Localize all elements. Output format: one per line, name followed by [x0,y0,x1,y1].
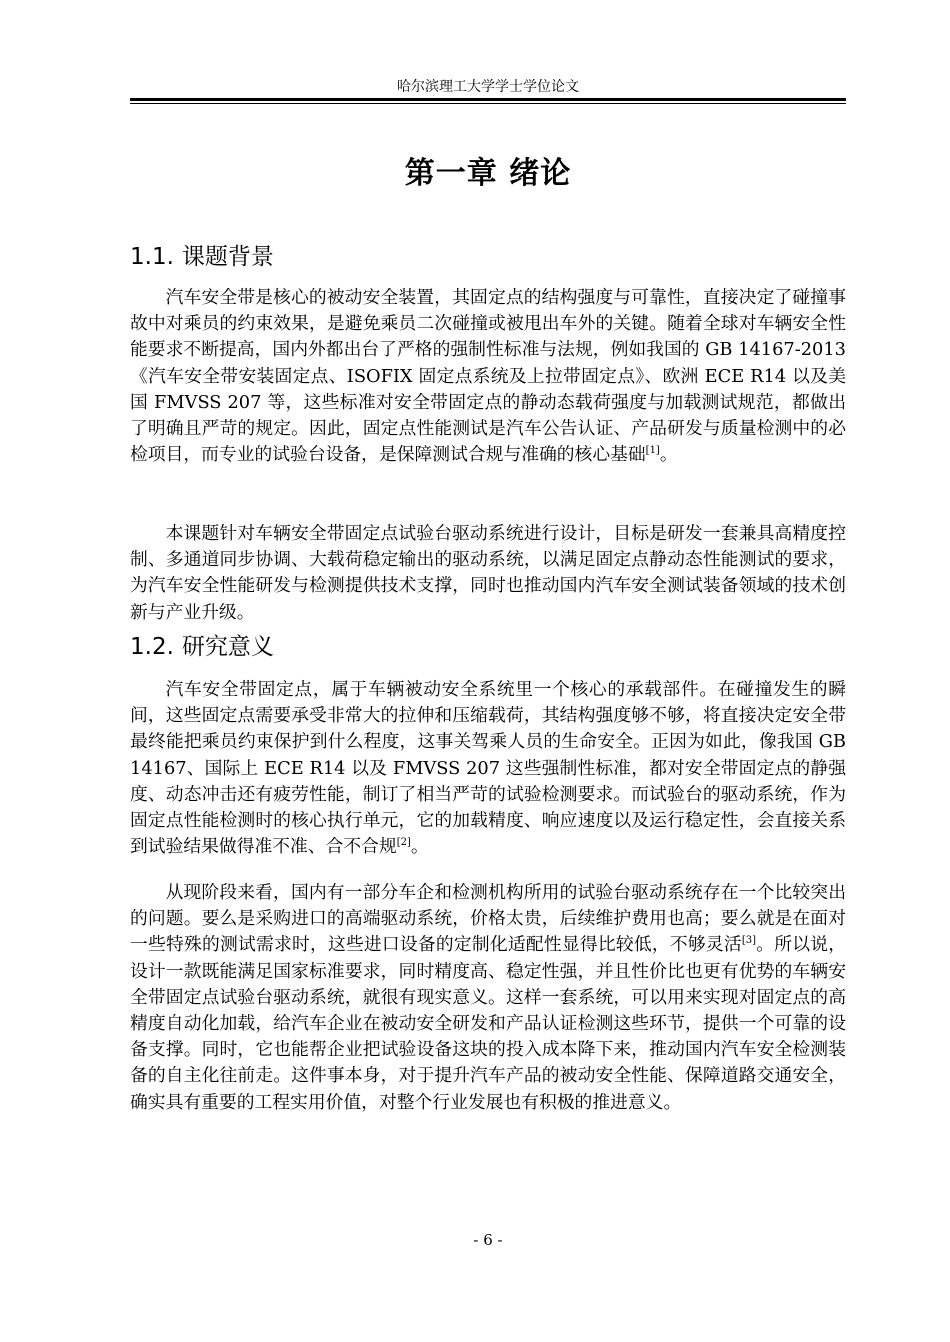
paragraph-tail: 。所以说，设计一款既能满足国家标准要求，同时精度高、稳定性强，并且性价比也更有优势的车辆安全带固定点试验台驱动系统，就很有现实意义。这样一套系统，可以用来实现对固定点的高精度自动化加载，给汽车企业在被动安全研发和产品认证检测这些环节，提供一个可靠的设备支撑。同时，它也能帮企业把试验设备这块的投入成本降下来，推动国内汽车安全检测装备的自主化往前走。这件事本身，对于提升汽车产品的被动安全性能、保障道路交通安全，确实具有重要的工程实用价值，对整个行业发展也有积极的推进意义。 [130,934,846,1113]
paragraph-text: 从现阶段来看，国内有一部分车企和检测机构所用的试验台驱动系统存在一个比较突出的问题。要么是采购进口的高端驱动系统，价格太贵，后续维护费用也高；要么就是在面对一些特殊的测试需求时，这些进口设备的定制化适配性显得比较低，不够灵活 [130,882,846,956]
section-heading-1-2 [130,630,846,664]
paragraph-background-1 [130,285,846,468]
section-number: 1.2. [130,634,174,660]
section-title: 课题背景 [181,244,274,270]
citation-ref: [3] [741,935,756,947]
paragraph-significance-1 [130,677,846,860]
citation-ref: [2] [396,837,411,849]
paragraph-background-2 [130,521,846,626]
section-number: 1.1. [130,244,174,270]
header-rule-thin [130,103,846,104]
chapter-title: 第一章 绪论 [404,156,572,191]
section-title: 研究意义 [181,634,274,660]
running-header: 哈尔滨理工大学学士学位论文 [397,79,579,95]
page-number: - 6 - [473,1231,503,1249]
section-heading-1-1 [130,240,846,274]
citation-ref: [1] [645,445,660,457]
paragraph-tail: 。 [410,836,429,858]
paragraph-significance-2 [130,880,846,1116]
paragraph-tail: 。 [659,444,678,466]
paragraph-text: 汽车安全带固定点，属于车辆被动安全系统里一个核心的承载部件。在碰撞发生的瞬间，这些固定点需要承受非常大的拉伸和压缩载荷，其结构强度够不够，将直接决定安全带最终能把乘员约束保护到什么程度，这事关驾乘人员的生命安全。正因为如此，像我国 GB 14167、国际上 ECE R14 以及 FMVSS 207 这些强制性标准，都对安全带固定点的静强度、动态冲击还有疲劳性能，制订了相当严苛的试验检测要求。而试验台的驱动系统，作为固定点性能检测时的核心执行单元，它的加载精度、响应速度以及运行稳定性，会直接关系到试验结果做得准不准、合不合规 [130,679,846,858]
paragraph-text: 本课题针对车辆安全带固定点试验台驱动系统进行设计，目标是研发一套兼具高精度控制、多通道同步协调、大载荷稳定输出的驱动系统，以满足固定点静动态性能测试的要求，为汽车安全性能研发与检测提供技术支撑，同时也推动国内汽车安全测试装备领域的技术创新与产业升级。 [130,523,846,623]
paragraph-text: 汽车安全带是核心的被动安全装置，其固定点的结构强度与可靠性，直接决定了碰撞事故中对乘员的约束效果，是避免乘员二次碰撞或被甩出车外的关键。随着全球对车辆安全性能要求不断提高，国内外都出台了严格的强制性标准与法规，例如我国的 GB 14167-2013《汽车安全带安装固定点、ISOFIX 固定点系统及上拉带固定点》、欧洲 ECE R14 以及美国 FMVSS 207 等，这些标准对安全带固定点的静动态载荷强度与加载测试规范，都做出了明确且严苛的规定。因此，固定点性能测试是汽车公告认证、产品研发与质量检测中的必检项目，而专业的试验台设备，是保障测试合规与准确的核心基础 [130,287,846,466]
header-rule-thick [130,98,846,101]
